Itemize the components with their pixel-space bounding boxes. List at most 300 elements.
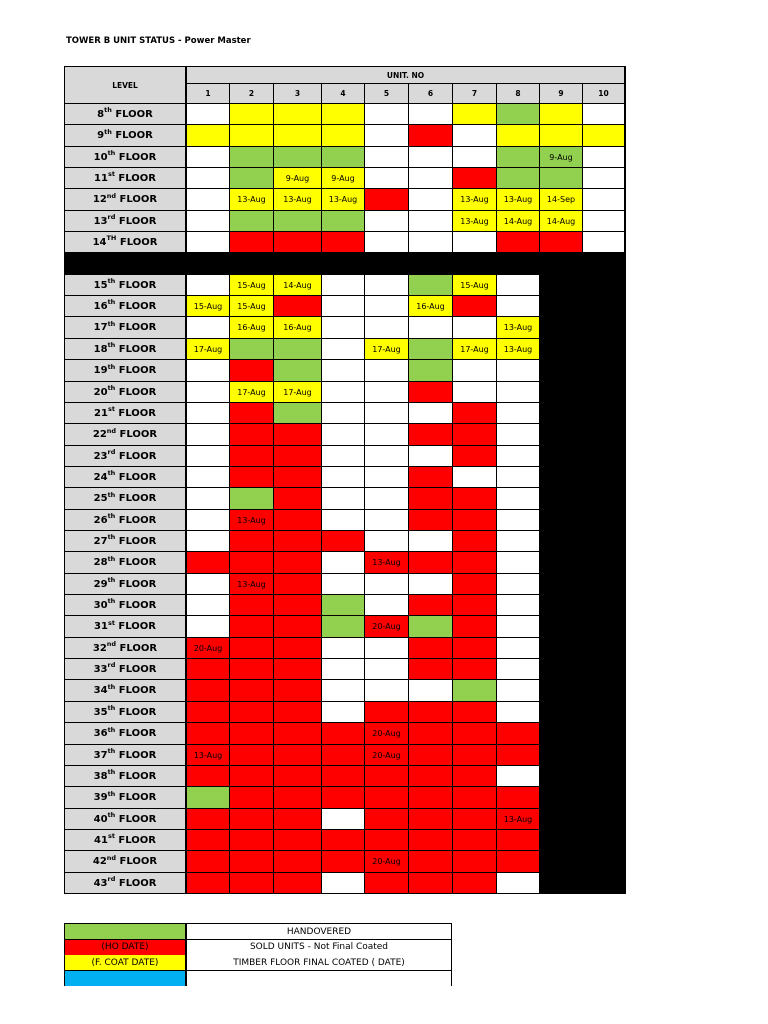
unit-status-cell [274,766,321,786]
unit-status-cell [497,702,539,722]
floor-label: 14 $^{TH}$ FLOOR [65,232,185,252]
unit-status-cell [583,104,624,124]
floor-word: FLOOR [115,728,157,739]
unit-status-cell [230,467,273,487]
unit-status-grid [64,66,626,894]
floor-number: 9 [97,130,105,141]
unit-status-cell [409,339,452,359]
unit-status-cell [365,574,408,594]
unit-status-cell [497,873,539,893]
floor-number: 43 [93,877,108,889]
floor-word: FLOOR [115,471,157,483]
floor-number: 12 [92,194,107,205]
unit-status-cell [453,574,496,594]
unit-status-cell [409,403,452,423]
unit-status-cell [453,702,496,722]
unit-status-cell [409,424,452,445]
unit-status-cell [409,317,452,338]
unit-status-cell [187,680,229,701]
unit-status-cell [322,232,364,252]
unit-status-cell [365,659,408,679]
unit-status-cell [187,125,229,146]
unit-status-cell [497,787,539,808]
floor-word: FLOOR [115,343,157,355]
unit-status-cell [497,275,539,295]
unit-status-cell [187,382,229,402]
unit-status-cell [274,851,321,872]
unit-status-cell [230,403,273,423]
floor-label: 42 $^{nd}$ FLOOR [65,851,185,872]
unit-status-cell [274,424,321,445]
floor-label: 11 $^{st}$ FLOOR [65,168,185,188]
unit-status-cell [409,211,452,231]
unit-status-cell [274,104,321,124]
unit-status-cell [497,659,539,679]
unit-status-cell [274,488,321,509]
unit-status-cell [497,680,539,701]
floor-word: FLOOR [114,621,156,632]
unit-status-cell [583,147,624,167]
unit-status-cell [409,616,452,637]
unit-status-cell [409,446,452,466]
unit-status-cell [322,317,364,338]
unit-status-cell [583,189,624,210]
floor-number: 19 [93,365,108,376]
unit-status-cell [497,147,539,167]
unit-status-cell [230,766,273,786]
unit-status-cell [365,446,408,466]
unit-status-cell: 9-Aug [274,168,321,188]
unit-status-cell [497,723,539,744]
unit-status-cell: 9-Aug [322,168,364,188]
unit-status-cell [187,659,229,679]
floor-label: 40 $^{th}$ FLOOR [65,809,185,829]
unit-number-header: UNIT. NO [187,67,624,83]
unit-status-cell [322,275,364,295]
unit-status-cell [453,467,496,487]
unit-status-cell [365,147,408,167]
floor-label: 25 $^{th}$ FLOOR [65,488,185,509]
unit-status-cell [365,168,408,188]
floor-number: 16 [93,300,108,312]
unit-status-cell [322,125,364,146]
unit-status-cell [453,382,496,402]
unit-status-cell [230,424,273,445]
unit-status-cell: 13-Aug [497,317,539,338]
floor-label: 35 $^{th}$ FLOOR [65,702,185,722]
unit-status-cell [230,446,273,466]
unit-status-cell [453,851,496,872]
floor-label: 9 $^{th}$ FLOOR [65,125,185,146]
unit-status-cell [322,680,364,701]
floor-label: 17 $^{th}$ FLOOR [65,317,185,338]
floor-number: 26 [93,514,108,526]
unit-status-cell [322,104,364,124]
unit-status-cell [187,424,229,445]
unit-status-cell [322,809,364,829]
floor-word: FLOOR [111,130,153,141]
unit-status-cell [322,830,364,850]
unit-status-cell: 14-Aug [540,211,582,231]
unit-status-cell [365,125,408,146]
floor-number: 38 [93,770,108,782]
unit-status-cell [497,638,539,658]
unit-status-cell [187,830,229,850]
unit-status-cell: 14-Aug [274,275,321,295]
unit-status-cell [365,189,408,210]
unit-status-cell [409,830,452,850]
unit-status-cell [409,873,452,893]
unit-status-cell [365,424,408,445]
unit-status-cell [365,296,408,316]
unit-status-cell: 20-Aug [365,723,408,744]
unit-status-cell [453,638,496,658]
unit-status-cell [187,809,229,829]
legend-swatch: (F. COAT DATE) [65,955,185,970]
floor-word: FLOOR [115,770,157,782]
floor-word: FLOOR [115,706,157,718]
floor-label: 16 $^{th}$ FLOOR [65,296,185,316]
unit-status-cell [187,317,229,338]
unit-column-header: 6 [409,84,452,103]
unit-status-cell [453,317,496,338]
unit-status-cell [365,211,408,231]
floor-label: 20 $^{th}$ FLOOR [65,382,185,402]
legend-swatch [65,971,185,986]
unit-status-cell [409,638,452,658]
unit-status-cell [365,488,408,509]
floor-word: FLOOR [115,279,157,291]
unit-status-cell [409,723,452,744]
unit-status-cell [322,702,364,722]
unit-status-cell [322,638,364,658]
floor-number: 27 [93,535,108,547]
unit-status-cell [453,147,496,167]
unit-status-cell [583,168,624,188]
unit-status-cell [583,125,624,146]
unit-status-cell [274,403,321,423]
unit-status-cell [409,531,452,551]
floor-number: 17 [93,322,108,333]
unit-status-cell [497,510,539,530]
unit-status-cell [540,168,582,188]
unit-status-cell [230,723,273,744]
unit-status-cell [365,382,408,402]
unit-status-cell [409,595,452,615]
floor-word: FLOOR [115,535,157,547]
unit-status-cell [540,125,582,146]
unit-status-cell [497,104,539,124]
unit-column-header: 9 [540,84,582,103]
unit-status-cell [409,125,452,146]
unit-status-cell [187,189,229,210]
floor-label: 34 $^{th}$ FLOOR [65,680,185,701]
unit-status-cell: 13-Aug [497,189,539,210]
unit-status-cell [365,403,408,423]
floor-number: 11 [94,172,108,184]
unit-status-cell [453,531,496,551]
unit-status-cell [409,552,452,573]
unit-status-cell: 13-Aug [230,574,273,594]
floor-label: 43 $^{rd}$ FLOOR [65,873,185,893]
floor-number: 20 [93,386,108,398]
unit-status-cell [453,809,496,829]
legend [64,923,452,986]
unit-status-cell [322,659,364,679]
unit-status-cell [187,787,229,808]
unit-status-cell [409,510,452,530]
floor-word: FLOOR [114,407,156,419]
floor-number: 33 [93,663,108,675]
unit-status-cell: 9-Aug [540,147,582,167]
floor-number: 32 [92,642,107,654]
unit-status-cell [322,403,364,423]
unit-status-cell: 15-Aug [187,296,229,316]
unit-status-cell [453,446,496,466]
unit-status-cell: 17-Aug [453,339,496,359]
unit-status-cell [453,424,496,445]
unit-status-cell: 13-Aug [274,189,321,210]
unit-status-cell [409,189,452,210]
unit-status-cell [322,595,364,615]
floor-number: 28 [93,557,108,568]
unit-status-cell [322,424,364,445]
unit-status-cell [322,211,364,231]
unit-status-cell [365,809,408,829]
floor-label: 12 $^{nd}$ FLOOR [65,189,185,210]
legend-label: TIMBER FLOOR FINAL COATED ( DATE) [187,955,451,970]
floor-word: FLOOR [115,599,157,611]
floor-label: 33 $^{rd}$ FLOOR [65,659,185,679]
unit-status-cell [322,574,364,594]
unit-status-cell [365,467,408,487]
unit-status-cell [453,766,496,786]
unit-status-cell: 13-Aug [322,189,364,210]
floor-number: 10 [93,151,108,163]
floor-number: 23 [93,450,108,462]
unit-status-cell [187,147,229,167]
unit-status-cell [497,467,539,487]
unit-status-cell [187,446,229,466]
floor-word: FLOOR [116,856,158,867]
unit-status-cell [230,702,273,722]
unit-column-header: 10 [583,84,624,103]
unit-status-cell: 17-Aug [365,339,408,359]
unit-status-cell [230,616,273,637]
unit-column-header: 7 [453,84,496,103]
unit-status-cell [365,360,408,381]
unit-status-cell: 14-Sep [540,189,582,210]
floor-word: FLOOR [115,792,157,803]
floor-word: FLOOR [114,172,156,184]
unit-status-cell [409,851,452,872]
unit-status-cell [409,766,452,786]
level-header: LEVEL [65,67,185,103]
unit-status-cell [497,766,539,786]
floor-label: 30 $^{th}$ FLOOR [65,595,185,615]
unit-status-cell [274,723,321,744]
unit-status-cell [365,638,408,658]
unit-status-cell [187,360,229,381]
unit-status-cell [322,488,364,509]
unit-status-cell [365,595,408,615]
unit-status-cell [187,275,229,295]
floor-word: FLOOR [115,322,157,333]
floor-word: FLOOR [115,514,157,526]
floor-label: 10 $^{th}$ FLOOR [65,147,185,167]
floor-word: FLOOR [115,813,157,825]
unit-status-cell [497,403,539,423]
unit-column-header: 8 [497,84,539,103]
unit-status-cell [409,168,452,188]
legend-label: SOLD UNITS - Not Final Coated [187,940,451,955]
unit-status-cell [230,552,273,573]
unit-status-cell [365,702,408,722]
unit-status-cell [230,211,273,231]
unit-status-cell [409,382,452,402]
floor-number: 31 [94,621,108,632]
unit-status-cell [497,446,539,466]
unit-status-cell: 13-Aug [230,189,273,210]
legend-swatch [65,924,185,939]
unit-column-header: 5 [365,84,408,103]
unit-status-cell [409,147,452,167]
unit-status-cell: 13-Aug [187,745,229,765]
unit-status-cell [274,125,321,146]
unit-status-cell [274,360,321,381]
unit-status-cell [230,531,273,551]
unit-status-cell [230,232,273,252]
unit-status-cell [497,488,539,509]
unit-status-cell [453,745,496,765]
unit-status-cell [409,104,452,124]
unit-status-cell [497,851,539,872]
unit-status-cell [322,873,364,893]
unit-column-header: 4 [322,84,364,103]
unit-status-cell: 17-Aug [274,382,321,402]
floor-word: FLOOR [115,557,157,568]
unit-status-cell [230,659,273,679]
floor-number: 36 [93,728,108,739]
floor-number: 34 [93,685,108,696]
unit-status-cell [409,467,452,487]
unit-status-cell: 16-Aug [274,317,321,338]
floor-label: 32 $^{nd}$ FLOOR [65,638,185,658]
unit-status-cell [540,104,582,124]
unit-status-cell [187,403,229,423]
unit-status-cell [322,766,364,786]
unit-status-cell [274,638,321,658]
unit-status-cell [409,659,452,679]
floor-label: 26 $^{th}$ FLOOR [65,510,185,530]
unit-status-cell [187,851,229,872]
floor-word: FLOOR [115,493,157,504]
unit-status-cell [497,168,539,188]
floor-label: 22 $^{nd}$ FLOOR [65,424,185,445]
floor-number: 30 [93,599,108,611]
unit-status-cell [409,702,452,722]
unit-status-cell [274,809,321,829]
floor-number: 21 [94,407,108,419]
unit-status-cell [497,296,539,316]
unit-status-cell [274,616,321,637]
floor-label: 41 $^{st}$ FLOOR [65,830,185,850]
floor-word: FLOOR [116,194,158,205]
unit-status-cell [187,873,229,893]
floor-label: 15 $^{th}$ FLOOR [65,275,185,295]
floor-word: FLOOR [115,877,157,889]
unit-status-cell [409,275,452,295]
unit-status-cell: 13-Aug [453,189,496,210]
floor-word: FLOOR [115,151,157,163]
floor-label: 28 $^{th}$ FLOOR [65,552,185,573]
floor-word: FLOOR [115,450,157,462]
floor-word: FLOOR [115,663,157,675]
floor-word: FLOOR [115,365,157,376]
unit-status-cell [274,787,321,808]
unit-status-cell [274,232,321,252]
unit-column-header: 3 [274,84,321,103]
unit-status-cell [497,616,539,637]
unit-status-cell: 20-Aug [187,638,229,658]
unit-status-cell [453,723,496,744]
unit-status-cell [453,296,496,316]
unit-status-cell [322,723,364,744]
unit-status-cell: 16-Aug [230,317,273,338]
floor-word: FLOOR [115,685,157,696]
unit-status-cell [230,125,273,146]
unit-status-cell: 20-Aug [365,616,408,637]
unit-status-cell [187,104,229,124]
unit-status-cell [453,552,496,573]
floor-label: 27 $^{th}$ FLOOR [65,531,185,551]
unit-status-cell [365,275,408,295]
unit-status-cell [187,510,229,530]
unit-status-cell [453,104,496,124]
unit-status-cell [274,873,321,893]
unit-status-cell [453,232,496,252]
floor-number: 8 [97,108,105,120]
unit-status-cell [453,680,496,701]
floor-word: FLOOR [116,236,158,248]
unit-status-cell [409,680,452,701]
unit-status-cell: 20-Aug [365,851,408,872]
floor-number: 29 [93,578,108,590]
unit-status-cell [274,467,321,487]
unit-status-cell: 17-Aug [230,382,273,402]
unit-status-cell [274,830,321,850]
unit-status-cell [365,830,408,850]
unit-status-cell [322,552,364,573]
unit-status-cell [497,595,539,615]
unit-status-cell [187,467,229,487]
unit-status-cell [230,851,273,872]
unit-status-cell [497,574,539,594]
unit-status-cell [322,531,364,551]
unit-status-cell [583,211,624,231]
floor-label: 38 $^{th}$ FLOOR [65,766,185,786]
floor-word: FLOOR [116,642,158,654]
unit-status-cell [274,296,321,316]
unit-status-cell [230,638,273,658]
unit-status-cell [322,382,364,402]
unit-status-cell [274,147,321,167]
unit-status-cell [453,488,496,509]
unit-status-cell [230,339,273,359]
floor-word: FLOOR [111,108,153,120]
legend-label: HANDOVERED [187,924,451,939]
unit-status-cell [409,488,452,509]
